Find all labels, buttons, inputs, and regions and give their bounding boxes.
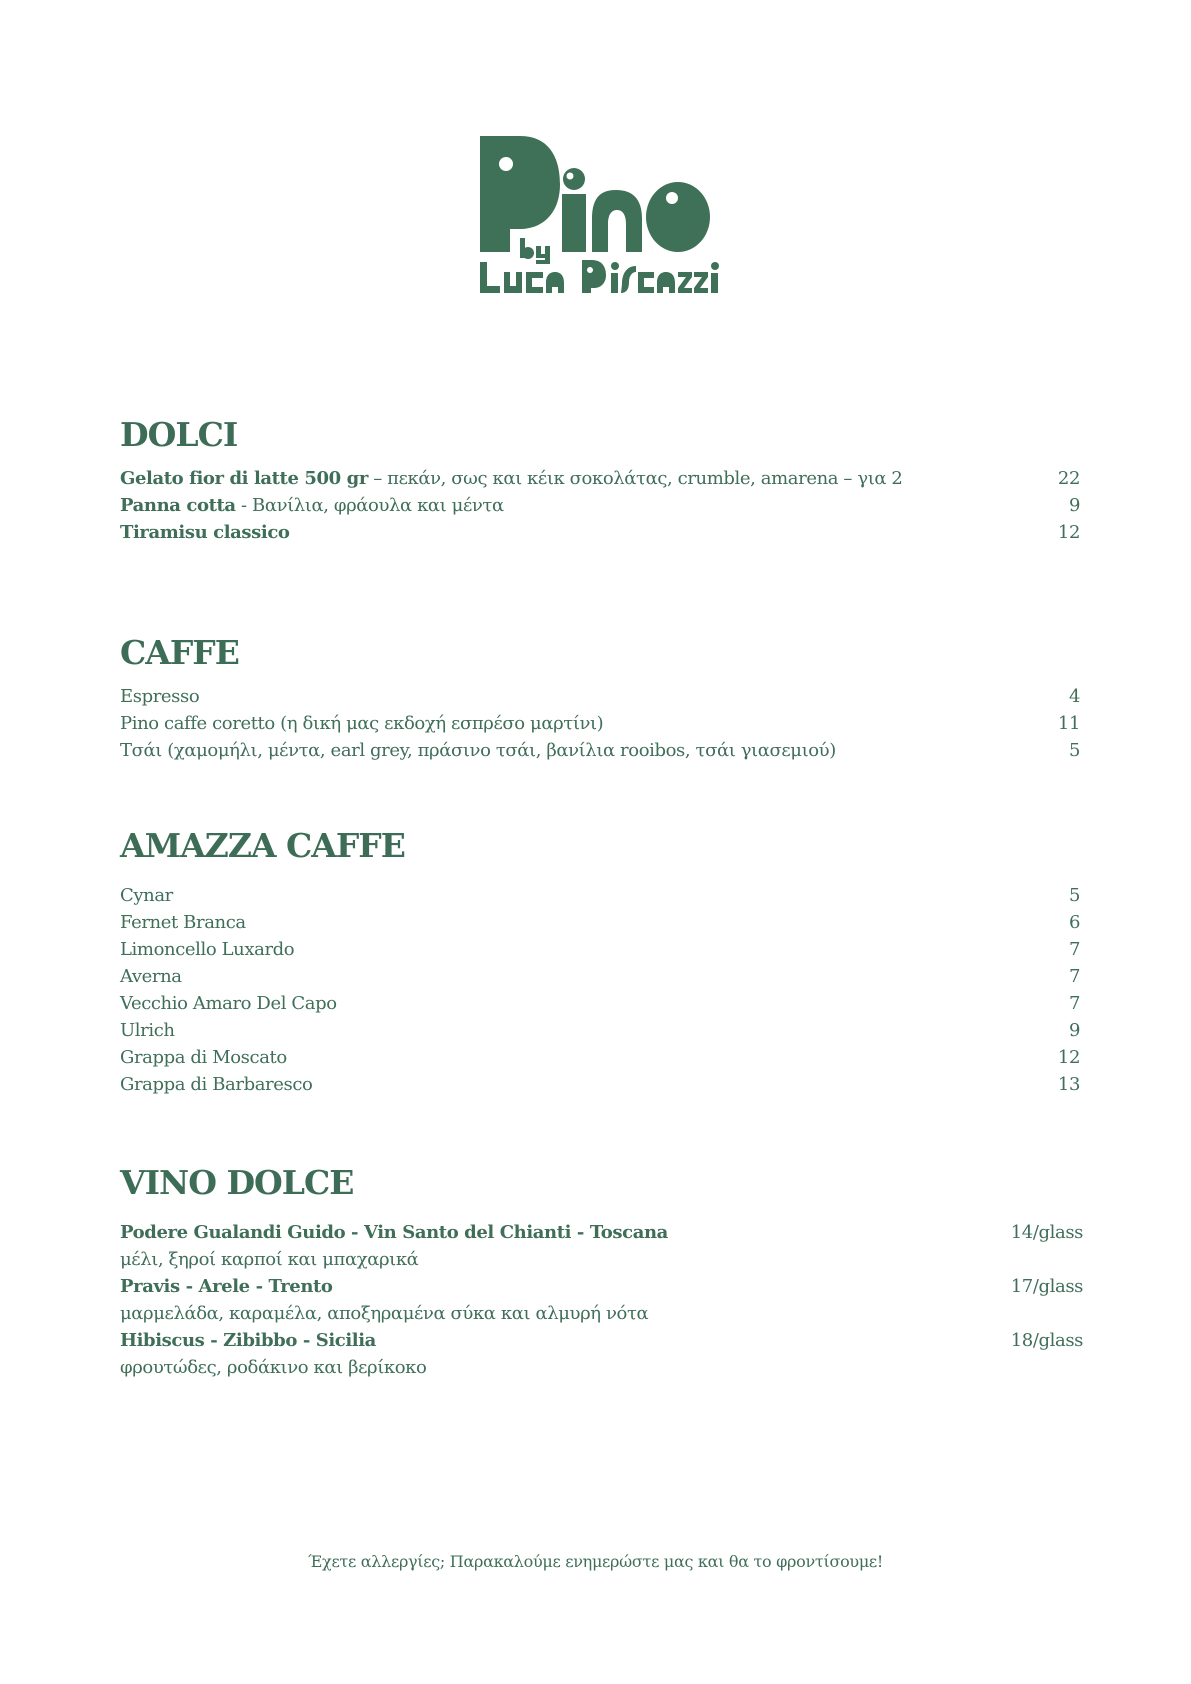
item-price: 7 — [1068, 993, 1080, 1014]
item-price: 11 — [1057, 713, 1080, 734]
item-name: Fernet Branca — [120, 912, 246, 933]
allergy-note: Έχετε αλλεργίες; Παρακαλούμε ενημερώστε μας και θα το φροντίσουμε! — [307, 1552, 884, 1571]
item-price: 17/glass — [1010, 1276, 1083, 1297]
section-vino-dolce — [120, 1163, 1083, 1381]
item-price: 5 — [1068, 885, 1080, 906]
section-title: DOLCI — [120, 415, 238, 454]
menu-item — [120, 683, 1080, 710]
section-dolci — [120, 415, 1080, 546]
section-title: AMAZZA CAFFE — [120, 826, 405, 865]
pino-logo — [480, 134, 720, 306]
menu-item — [120, 990, 1080, 1017]
item-desc: - Βανίλια, φράουλα και μέντα — [235, 495, 504, 516]
item-name: Grappa di Moscato — [120, 1047, 287, 1068]
item-name: Τσάι (χαμομήλι, μέντα, earl grey, πράσινο τσάι, βανίλια rooibos, τσάι γιασεμιού) — [120, 740, 836, 761]
menu-item — [120, 465, 1080, 492]
wine-item — [120, 1273, 1083, 1300]
item-price: 12 — [1057, 522, 1080, 543]
item-price: 13 — [1057, 1074, 1080, 1095]
item-notes: μαρμελάδα, καραμέλα, αποξηραμένα σύκα και αλμυρή νότα — [120, 1303, 649, 1324]
item-price: 18/glass — [1010, 1330, 1083, 1351]
item-price: 14/glass — [1010, 1222, 1083, 1243]
menu-item — [120, 1044, 1080, 1071]
item-price: 12 — [1057, 1047, 1080, 1068]
section-title: CAFFE — [120, 633, 239, 672]
item-name: Gelato fior di latte 500 gr — [120, 468, 368, 489]
item-name: Podere Gualandi Guido - Vin Santo del Chianti - Toscana — [120, 1222, 668, 1243]
wine-item — [120, 1327, 1083, 1354]
item-price: 9 — [1068, 1020, 1080, 1041]
item-name: Cynar — [120, 885, 173, 906]
menu-item — [120, 519, 1080, 546]
item-price: 7 — [1068, 966, 1080, 987]
item-name: Panna cotta — [120, 495, 236, 516]
menu-item — [120, 909, 1080, 936]
item-name: Vecchio Amaro Del Capo — [120, 993, 337, 1014]
item-name: Tiramisu classico — [120, 522, 290, 543]
item-name: Ulrich — [120, 1020, 175, 1041]
item-name: Espresso — [120, 686, 200, 707]
item-price: 9 — [1068, 495, 1080, 516]
menu-item — [120, 710, 1080, 737]
item-name: Pravis - Arele - Trento — [120, 1276, 333, 1297]
item-name: Pino caffe coretto (η δική μας εκδοχή εσπρέσο μαρτίνι) — [120, 713, 604, 734]
item-notes: φρουτώδες, ροδάκινο και βερίκοκο — [120, 1357, 427, 1378]
item-price: 22 — [1057, 468, 1080, 489]
menu-item — [120, 1071, 1080, 1098]
item-name: Averna — [120, 966, 182, 987]
section-amazza-caffe — [120, 826, 1080, 1098]
item-price: 4 — [1068, 686, 1080, 707]
menu-item — [120, 737, 1080, 764]
item-name: Limoncello Luxardo — [120, 939, 295, 960]
menu-item — [120, 882, 1080, 909]
menu-item — [120, 1017, 1080, 1044]
section-title: VINO DOLCE — [120, 1163, 354, 1202]
item-name: Grappa di Barbaresco — [120, 1074, 313, 1095]
menu-item — [120, 963, 1080, 990]
section-caffe — [120, 633, 1080, 764]
menu-item — [120, 936, 1080, 963]
item-desc: – πεκάν, σως και κέικ σοκολάτας, crumble, amarena – για 2 — [367, 468, 903, 489]
item-notes: μέλι, ξηροί καρποί και μπαχαρικά — [120, 1249, 419, 1270]
wine-item — [120, 1219, 1083, 1246]
menu-item — [120, 492, 1080, 519]
item-price: 5 — [1068, 740, 1080, 761]
item-name: Hibiscus - Zibibbo - Sicilia — [120, 1330, 376, 1351]
item-price: 7 — [1068, 939, 1080, 960]
item-price: 6 — [1068, 912, 1080, 933]
